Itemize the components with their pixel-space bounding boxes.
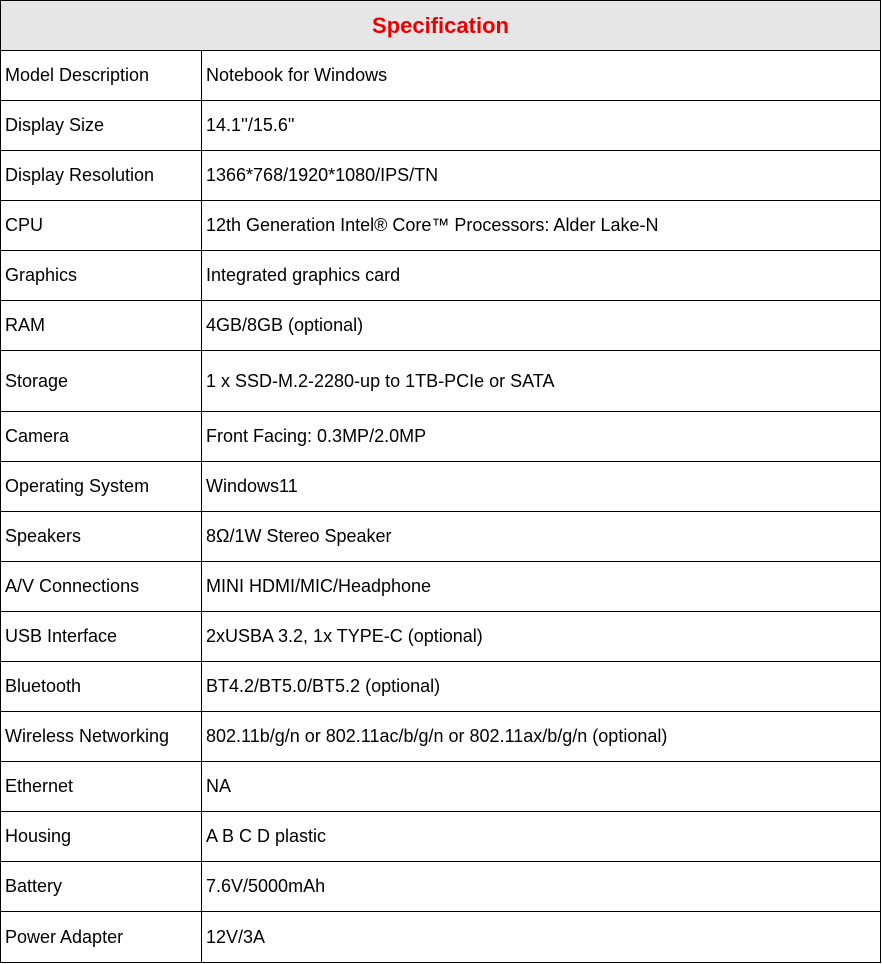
spec-value: 8Ω/1W Stereo Speaker [202,512,881,562]
spec-row-usb-interface [1,612,881,662]
spec-label: Battery [1,862,202,912]
table-title: Specification [1,1,881,51]
spec-label: USB Interface [1,612,202,662]
spec-row-wireless-networking [1,712,881,762]
spec-row-battery [1,862,881,912]
spec-row-camera [1,412,881,462]
spec-row-housing [1,812,881,862]
spec-row-speakers [1,512,881,562]
spec-value: 14.1''/15.6" [202,101,881,151]
spec-row-ethernet [1,762,881,812]
spec-value: Notebook for Windows [202,51,881,101]
spec-value: BT4.2/BT5.0/BT5.2 (optional) [202,662,881,712]
spec-row-operating-system [1,462,881,512]
spec-value: Windows11 [202,462,881,512]
spec-value: Front Facing: 0.3MP/2.0MP [202,412,881,462]
spec-row-cpu [1,201,881,251]
spec-row-storage [1,351,881,412]
spec-value: 7.6V/5000mAh [202,862,881,912]
spec-label: Speakers [1,512,202,562]
spec-label: Graphics [1,251,202,301]
spec-value: NA [202,762,881,812]
spec-label: RAM [1,301,202,351]
spec-value: 12th Generation Intel® Core™ Processors: Alder Lake-N [202,201,881,251]
spec-value: MINI HDMI/MIC/Headphone [202,562,881,612]
spec-value: Integrated graphics card [202,251,881,301]
spec-value: 1 x SSD-M.2-2280-up to 1TB-PCIe or SATA [202,351,881,412]
spec-row-ram [1,301,881,351]
spec-row-power-adapter [1,912,881,963]
spec-label: Camera [1,412,202,462]
spec-label: Bluetooth [1,662,202,712]
spec-label: Wireless Networking [1,712,202,762]
spec-row-display-resolution [1,151,881,201]
spec-row-model-description [1,51,881,101]
spec-row-graphics [1,251,881,301]
spec-value: A B C D plastic [202,812,881,862]
spec-label: CPU [1,201,202,251]
spec-label: Display Size [1,101,202,151]
title-row [1,1,881,51]
spec-label: Power Adapter [1,912,202,963]
spec-value: 12V/3A [202,912,881,963]
spec-label: Ethernet [1,762,202,812]
spec-label: A/V Connections [1,562,202,612]
spec-value: 2xUSBA 3.2, 1x TYPE-C (optional) [202,612,881,662]
spec-label: Storage [1,351,202,412]
spec-row-display-size [1,101,881,151]
spec-row-av-connections [1,562,881,612]
spec-label: Display Resolution [1,151,202,201]
spec-value: 4GB/8GB (optional) [202,301,881,351]
spec-label: Housing [1,812,202,862]
spec-row-bluetooth [1,662,881,712]
spec-label: Operating System [1,462,202,512]
spec-value: 1366*768/1920*1080/IPS/TN [202,151,881,201]
spec-label: Model Description [1,51,202,101]
spec-value: 802.11b/g/n or 802.11ac/b/g/n or 802.11ax/b/g/n (optional) [202,712,881,762]
